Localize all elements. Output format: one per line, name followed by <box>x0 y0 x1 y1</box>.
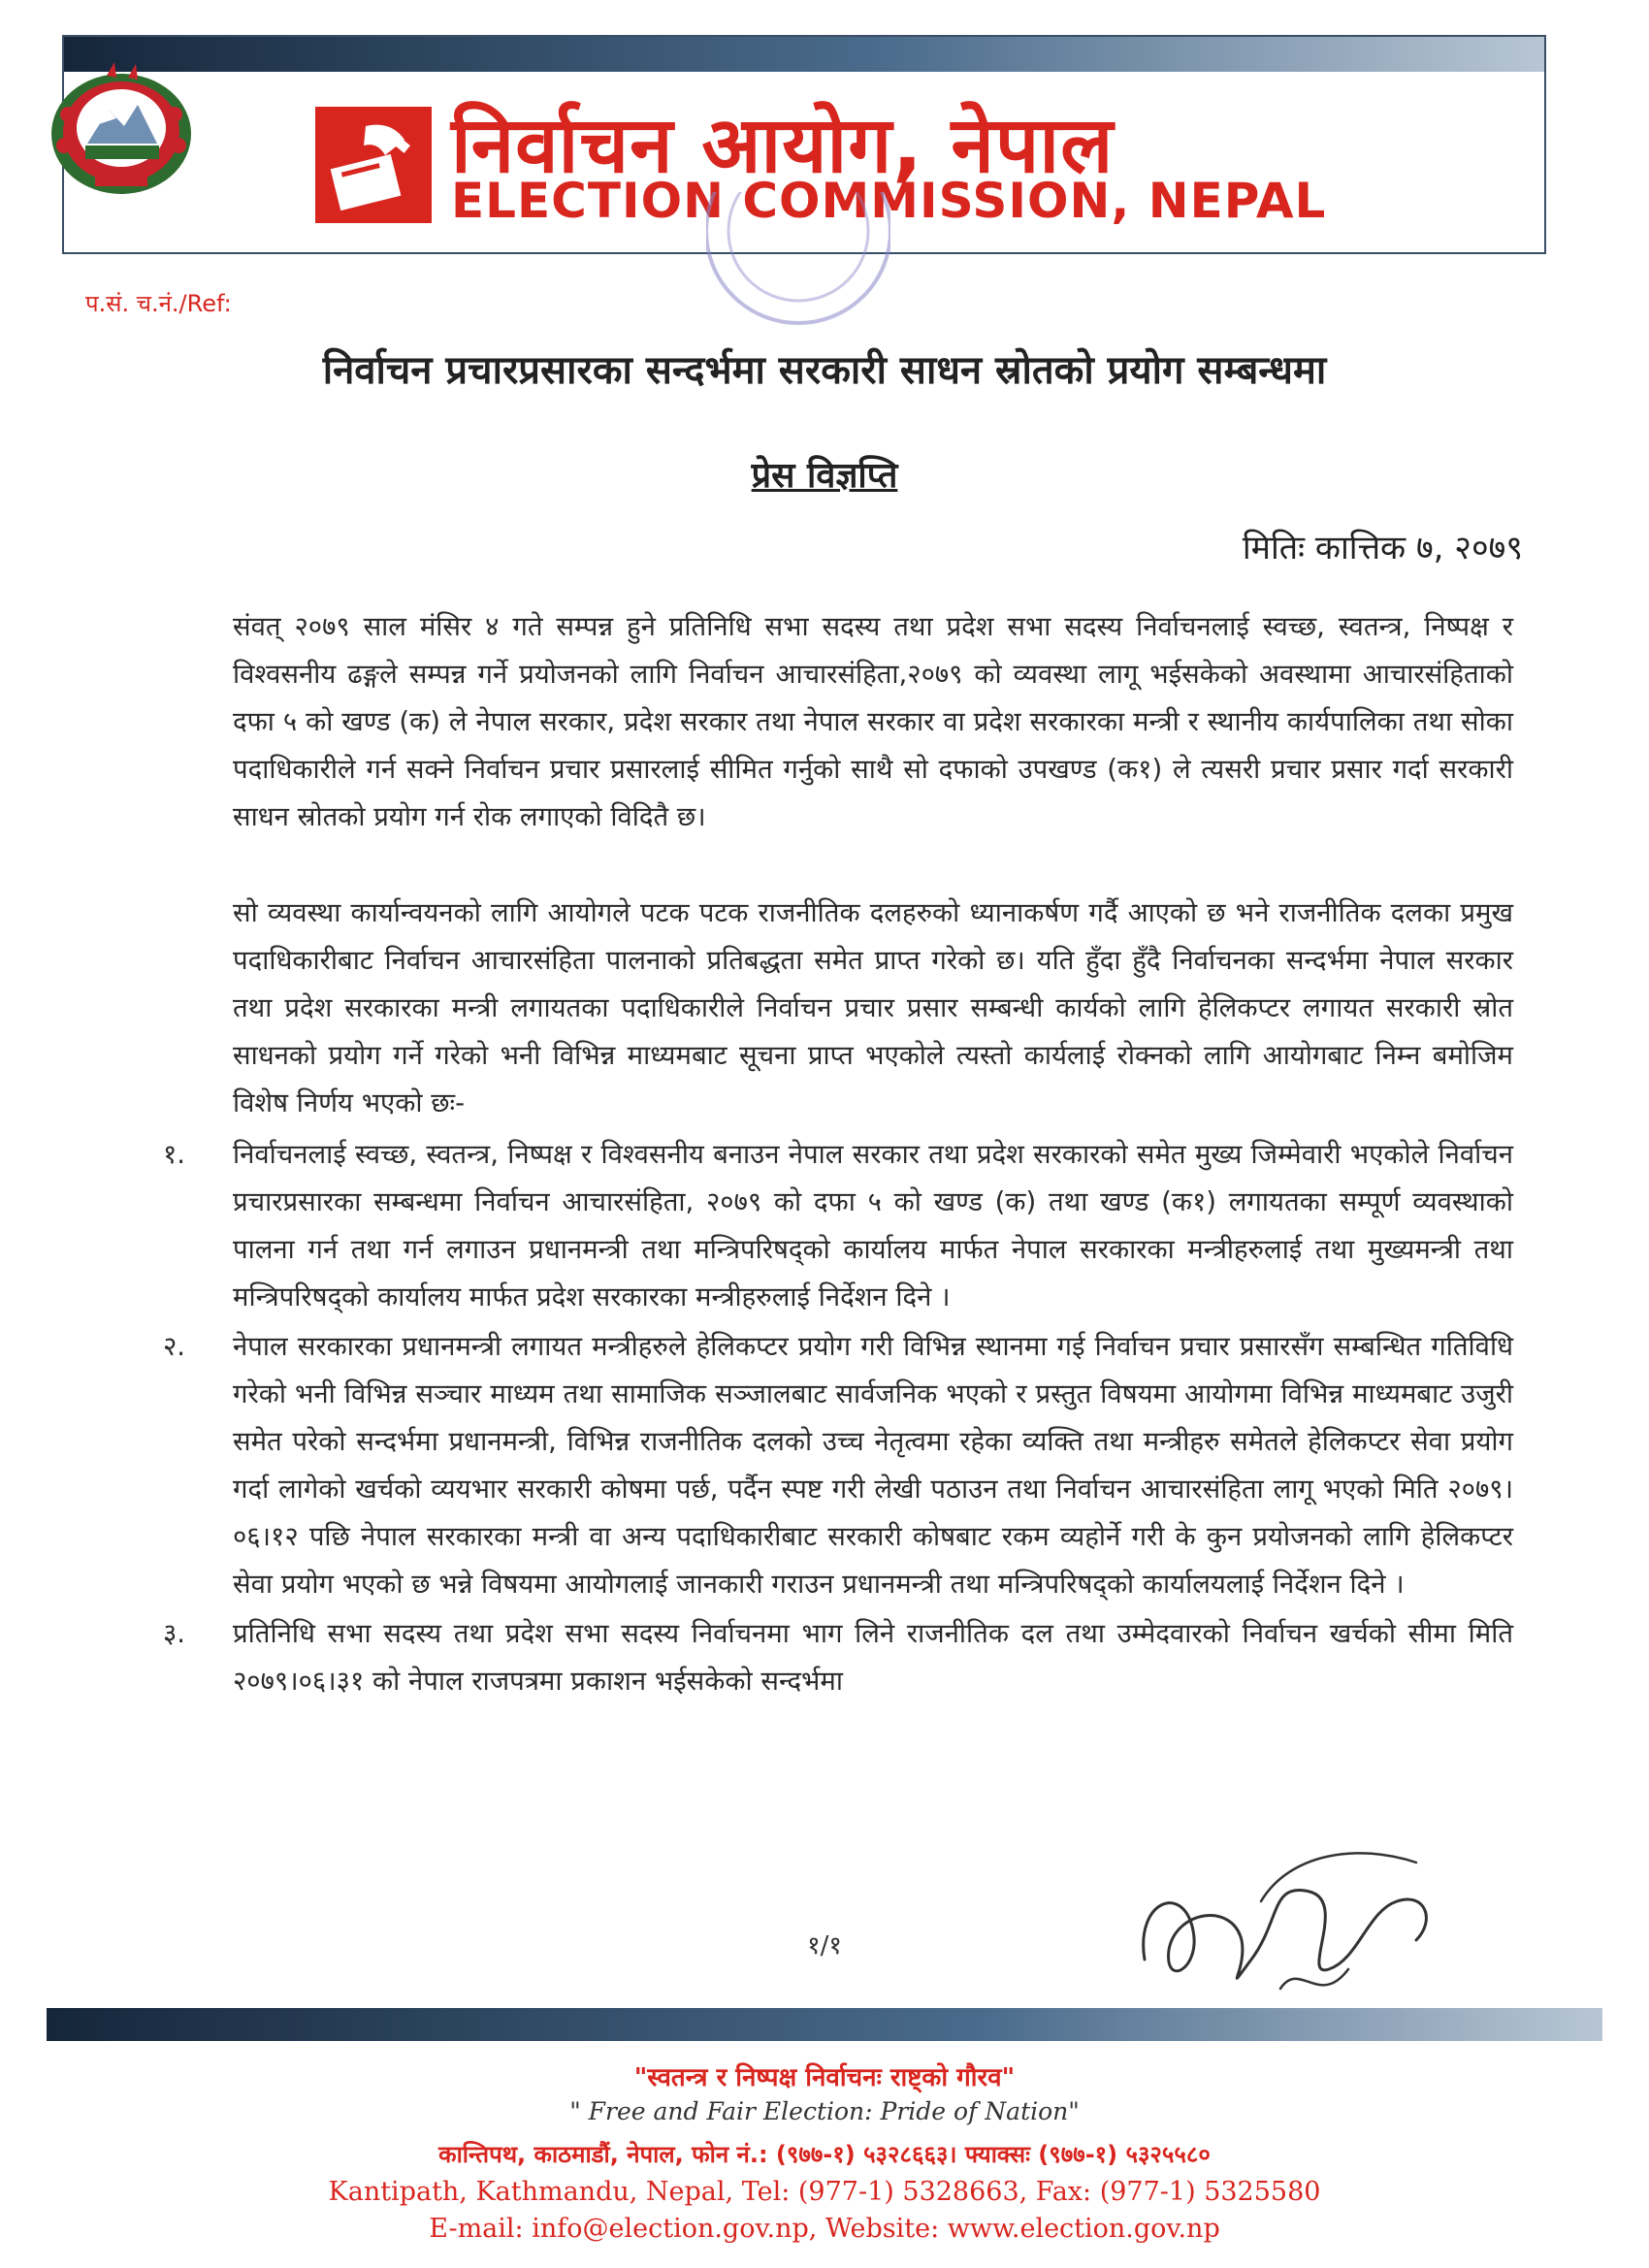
nepal-emblem-icon <box>39 56 204 202</box>
press-release-heading: प्रेस विज्ञप्ति <box>751 456 898 496</box>
footer-slogan-english: " Free and Fair Election: Pride of Nation" <box>569 2097 1080 2125</box>
list-item-text: नेपाल सरकारका प्रधानमन्त्री लगायत मन्त्रीहरुले हेलिकप्टर प्रयोग गरी विभिन्न स्थानमा गई निर्वाचन प्रचार प्रसारसँग सम्बन्धित गतिविधि गरेको भनी विभिन्न सञ्चार माध्यम तथा सामाजिक सञ्जालबाट सार्वजनिक भएको र प्रस्तुत विषयमा आयोगमा विभिन्न माध्यमबाट उजुरी समेत परेको सन्दर्भमा प्रधानमन्त्री, विभिन्न राजनीतिक दलको उच्च नेतृत्वमा रहेका व्यक्ति तथा मन्त्रीहरु समेतले हेलिकप्टर सेवा प्रयोग गर्दा लागेको खर्चको व्ययभार सरकारी कोषमा पर्छ, पर्दैन स्पष्ट गरी लेखी पठाउन तथा निर्वाचन आचारसंहिता लागू भएको मिति २०७९।०६।१२ पछि नेपाल सरकारका मन्त्री वा अन्य पदाधिकारीबाट सरकारी कोषबाट रकम व्यहोर्ने गरी के कुन प्रयोजनको लागि हेलिकप्टर सेवा प्रयोग भएको छ भन्ने विषयमा आयोगलाई जानकारी गराउन प्रधानमन्त्री तथा मन्त्रिपरिषद्को कार्यालयलाई निर्देशन दिने । <box>233 1331 1513 1600</box>
list-item-text: निर्वाचनलाई स्वच्छ, स्वतन्त्र, निष्पक्ष र विश्वसनीय बनाउन नेपाल सरकार तथा प्रदेश सरकारको समेत मुख्य जिम्मेवारी भएकोले निर्वाचन प्रचारप्रसारका सम्बन्धमा निर्वाचन आचारसंहिता, २०७९ को दफा ५ को खण्ड (क) तथा खण्ड (क१) लगायतका सम्पूर्ण व्यवस्थाको पालना गर्न तथा गर्न लगाउन प्रधानमन्त्री तथा मन्त्रिपरिषद्को कार्यालय मार्फत नेपाल सरकारका मन्त्रीहरुलाई तथा मुख्यमन्त्री तथा मन्त्रिपरिषद्को कार्यालय मार्फत प्रदेश सरकारका मन्त्रीहरुलाई निर्देशन दिने । <box>233 1139 1513 1312</box>
list-item <box>163 1323 1513 1608</box>
letter-subject: निर्वाचन प्रचारप्रसारका सन्दर्भमा सरकारी साधन स्रोतको प्रयोग सम्बन्धमा <box>322 348 1327 393</box>
page-number: १/१ <box>807 1931 842 1960</box>
footer-slogan-nepali: "स्वतन्त्र र निष्पक्ष निर्वाचनः राष्ट्को गौरव" <box>633 2063 1016 2092</box>
list-item-number: ३. <box>163 1618 186 1649</box>
list-item <box>163 1131 1513 1321</box>
election-commission-logo-icon <box>315 107 432 223</box>
list-item-number: २. <box>163 1331 186 1362</box>
list-item-number: १. <box>163 1139 186 1170</box>
letter-body <box>163 603 1513 1707</box>
body-paragraph: संवत् २०७९ साल मंसिर ४ गते सम्पन्न हुने प्रतिनिधि सभा सदस्य तथा प्रदेश सभा सदस्य निर्वाचनलाई स्वच्छ, स्वतन्त्र, निष्पक्ष र विश्वसनीय ढङ्गले सम्पन्न गर्ने प्रयोजनको लागि निर्वाचन आचारसंहिता,२०७९ को व्यवस्था लागू भईसकेको अवस्थामा आचारसंहिताको दफा ५ को खण्ड (क) ले नेपाल सरकार, प्रदेश सरकार तथा नेपाल सरकार वा प्रदेश सरकारका मन्त्री र स्थानीय कार्यपालिका तथा सोका पदाधिकारीले गर्न सक्ने निर्वाचन प्रचार प्रसारलाई सीमित गर्नुको साथै सो दफाको उपखण्ड (क१) ले त्यसरी प्रचार प्रसार गर्दा सरकारी साधन स्रोतको प्रयोग गर्न रोक लगाएको विदितै छ। <box>233 611 1513 832</box>
list-item-text: प्रतिनिधि सभा सदस्य तथा प्रदेश सभा सदस्य निर्वाचनमा भाग लिने राजनीतिक दल तथा उम्मेदवारको निर्वाचन खर्चको सीमा मिति २०७९।०६।३१ को नेपाल राजपत्रमा प्रकाशन भईसकेको सन्दर्भमा <box>233 1618 1513 1697</box>
org-title-nepali: निर्वाचन आयोग, नेपाल <box>451 100 1115 190</box>
footer-address-english: Kantipath, Kathmandu, Nepal, Tel: (977-1) 5328663, Fax: (977-1) 5325580 <box>328 2177 1321 2207</box>
list-item <box>163 1610 1513 1705</box>
letterhead-band <box>64 37 1544 72</box>
footer-contact: E-mail: info@election.gov.np, Website: www.election.gov.np <box>429 2214 1220 2244</box>
decision-list <box>163 1131 1513 1705</box>
office-stamp-icon <box>706 192 890 338</box>
reference-label: प.सं. च.नं./Ref: <box>85 290 232 317</box>
footer-address-nepali: कान्तिपथ, काठमाडौं, नेपाल, फोन नं.: (९७७-१) ५३२८६६३। फ्याक्सः (९७७-१) ५३२५५८० <box>438 2141 1211 2168</box>
letter-date: मितिः कात्तिक ७, २०७९ <box>1242 529 1523 567</box>
footer-band <box>47 2008 1602 2041</box>
signature-icon <box>1125 1843 1455 2018</box>
org-title-english: ELECTION COMMISSION, NEPAL <box>451 173 1327 229</box>
body-paragraph: सो व्यवस्था कार्यान्वयनको लागि आयोगले पटक पटक राजनीतिक दलहरुको ध्यानाकर्षण गर्दै आएको छ भने राजनीतिक दलका प्रमुख पदाधिकारीबाट निर्वाचन आचारसंहिता पालनाको प्रतिबद्धता समेत प्राप्त गरेको छ। यति हुँदा हुँदै निर्वाचनका सन्दर्भमा नेपाल सरकार तथा प्रदेश सरकारका मन्त्री लगायतका पदाधिकारीले निर्वाचन प्रचार प्रसार सम्बन्धी कार्यको लागि हेलिकप्टर लगायत सरकारी स्रोत साधनको प्रयोग गर्ने गरेको भनी विभिन्न माध्यमबाट सूचना प्राप्त भएकोले त्यस्तो कार्यलाई रोक्नको लागि आयोगबाट निम्न बमोजिम विशेष निर्णय भएको छः- <box>233 897 1513 1118</box>
